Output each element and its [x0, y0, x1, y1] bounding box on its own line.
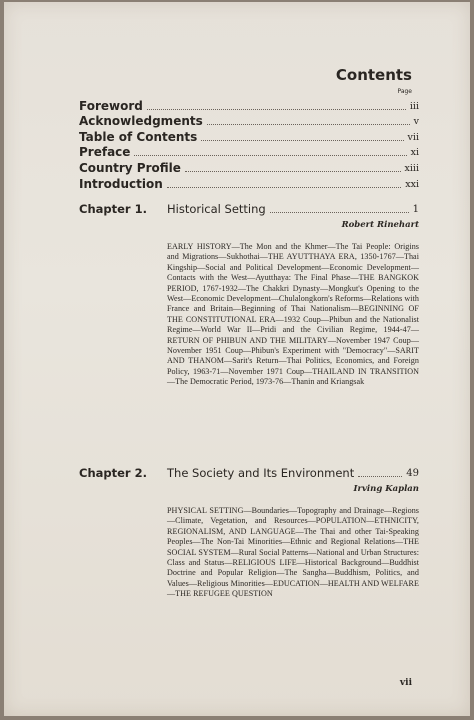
- chapter-label: Chapter 1.: [79, 202, 147, 216]
- chapter-2: [79, 466, 419, 600]
- toc-entry-table-of-contents: [79, 129, 419, 145]
- dot-leader: [358, 475, 402, 477]
- chapter-heading: [79, 466, 419, 481]
- chapter-1: [79, 202, 419, 388]
- chapter-title: The Society and Its Environment: [167, 466, 355, 480]
- page-title: Contents: [335, 66, 412, 84]
- chapter-author: Irving Kaplan: [353, 484, 419, 494]
- dot-leader: [201, 139, 403, 141]
- toc-entry-label: Preface: [79, 145, 131, 160]
- chapter-label: Chapter 2.: [79, 466, 147, 480]
- chapter-summary: EARLY HISTORY—The Mon and the Khmer—The Tai People: Origins and Migrations—Sukhothai—THE AYUTTHAYA ERA, 1350-1767—Thai Kingship—Social and Political Development—Economic Development—Contacts with the West—Ayutthaya: The Final Phase—THE BANGKOK PERIOD, 1767-1932—The Chakkri Dynasty—Mongkut's Opening to the West—Economic Development—Chulalongkorn's Reforms—Relations with France and Britain—Beginning of Thai Nationalism—BEGINNING OF THE CONSTITUTIONAL ERA—1932 Coup—Phibun and the Nationalist Regime—World War II—Pridi and the Civilian Regime, 1944-47—RETURN OF PHIBUN AND THE MILITARY—November 1947 Coup—November 1951 Coup—Phibun's Experiment with "Democracy"—SARIT AND THANOM—Sarit's Return—Thai Politics, Economics, and Foreign Policy, 1963-71—November 1971 Coup—THAILAND IN TRANSITION—The Democratic Period, 1973-76—Thanin and Kriangsak: [167, 242, 419, 387]
- chapter-page: 1: [412, 204, 419, 215]
- toc-entry-page: vii: [407, 131, 419, 143]
- page-column-label: Page: [397, 88, 412, 95]
- front-matter-list: [79, 98, 419, 192]
- chapter-summary: PHYSICAL SETTING—Boundaries—Topography and Drainage—Regions—Climate, Vegetation, and Resources—POPULATION—ETHNICITY, REGIONALISM, AND LANGUAGE—The Thai and other Tai-Speaking Peoples—The Non-Tai Minorities—Ethnic and Regional Relations—THE SOCIAL SYSTEM—Rural Social Patterns—National and Urban Structures: Class and Status—RELIGIOUS LIFE—Historical Background—Buddhist Doctrine and Popular Religion—The Sangha—Buddhism, Politics, and Values—Religious Minorities—EDUCATION—HEALTH AND WELFARE—THE REFUGEE QUESTION: [167, 506, 419, 599]
- toc-entry-label: Acknowledgments: [79, 114, 203, 129]
- toc-entry-label: Country Profile: [79, 160, 181, 175]
- toc-entry-label: Table of Contents: [79, 129, 198, 144]
- toc-entry-page: v: [413, 116, 419, 128]
- dot-leader: [207, 123, 410, 125]
- dot-leader: [185, 170, 401, 172]
- chapter-author: Robert Rinehart: [341, 220, 419, 230]
- dot-leader: [134, 154, 406, 156]
- chapter-page: 49: [406, 468, 419, 479]
- dot-leader: [270, 211, 409, 213]
- toc-entry-introduction: [79, 176, 419, 192]
- toc-entry-page: xiii: [404, 162, 419, 174]
- dot-leader: [147, 108, 406, 110]
- toc-entry-page: xxi: [405, 178, 419, 190]
- chapter-heading: [79, 202, 419, 217]
- toc-entry-label: Introduction: [79, 176, 163, 191]
- toc-entry-label: Foreword: [79, 98, 143, 113]
- toc-entry-page: iii: [409, 100, 419, 112]
- toc-entry-page: xi: [410, 147, 419, 159]
- footer-page-number: vii: [399, 678, 412, 688]
- chapter-title: Historical Setting: [167, 202, 266, 216]
- toc-entry-acknowledgments: [79, 114, 419, 130]
- toc-entry-preface: [79, 145, 419, 161]
- book-page: [4, 2, 470, 716]
- dot-leader: [167, 186, 401, 188]
- toc-entry-foreword: [79, 98, 419, 114]
- toc-entry-country-profile: [79, 160, 419, 176]
